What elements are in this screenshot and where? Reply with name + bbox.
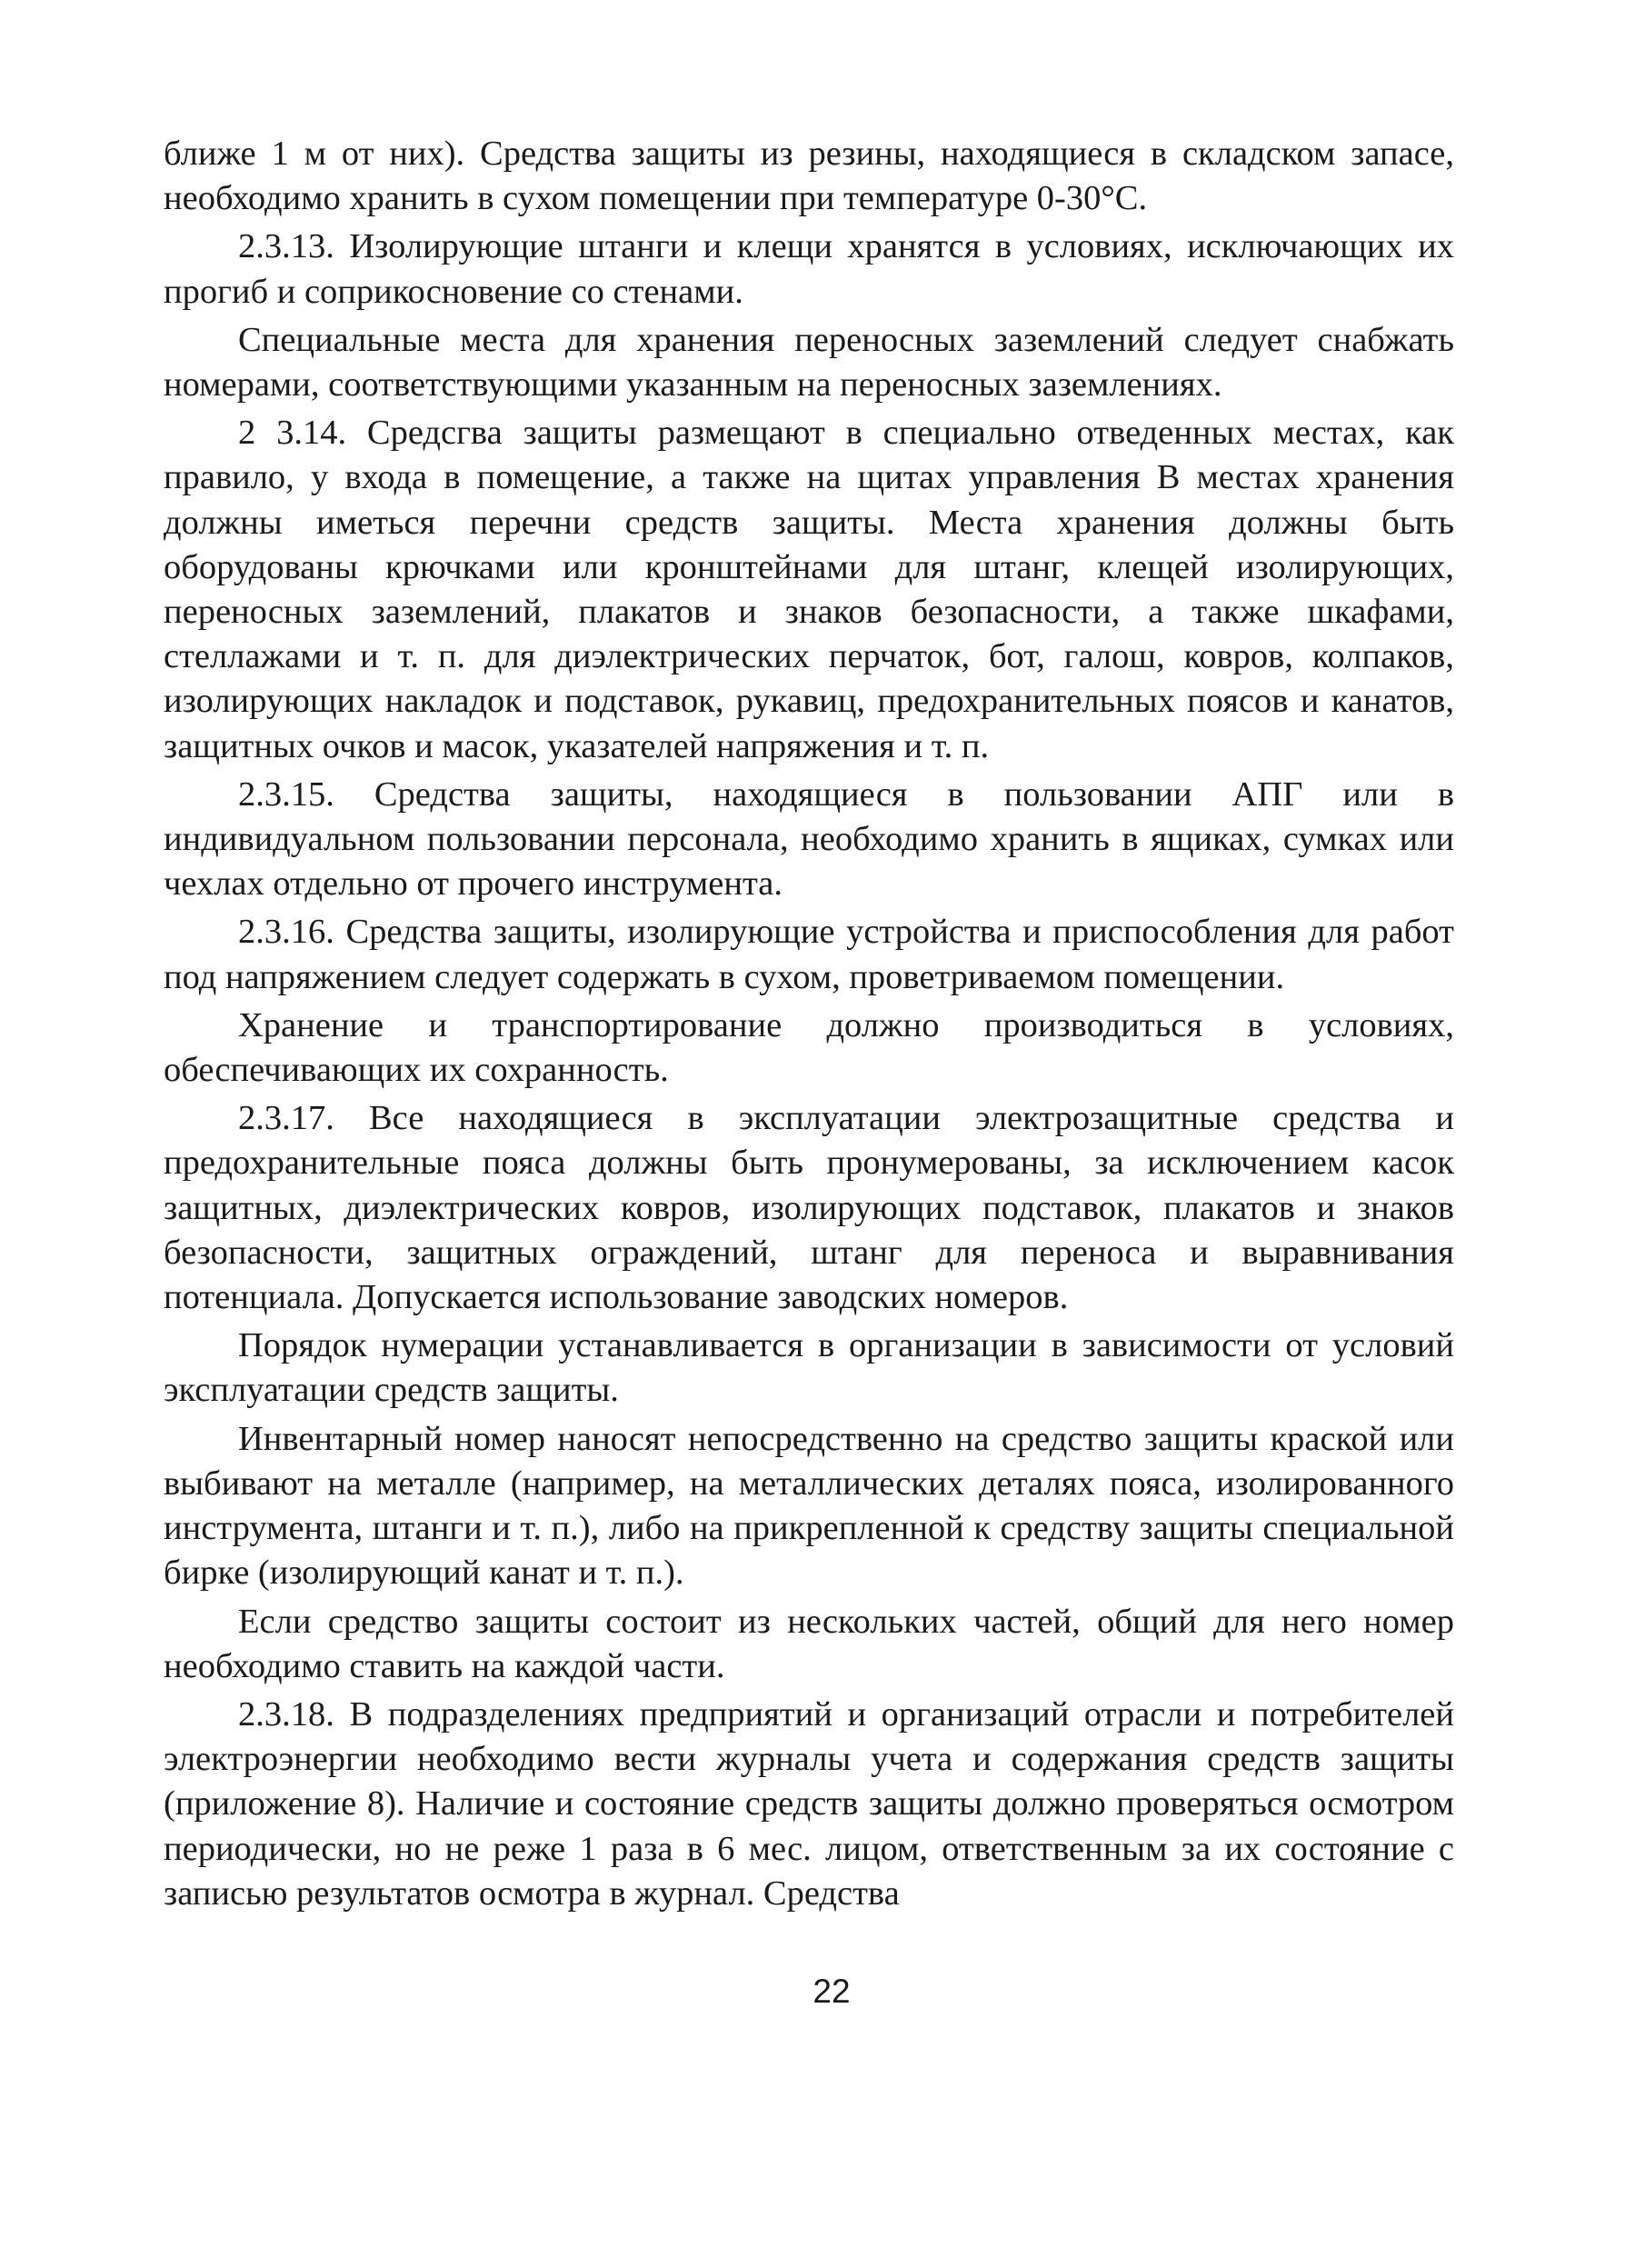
- paragraph-2-3-14: 2 3.14. Средсгва защиты размещают в специально отведенных местах, как правило, у входа в помещение, а также на щитах управления В местах хранения должны иметься перечни средств защиты. Места хранения должны быть оборудованы крючками или кронштейнами для штанг, клещей изолирующих, переносных заземлений, плакатов и знаков безопасности, а также шкафами, стеллажами и т. п. для диэлектрических перчаток, бот, галош, ковров, колпаков, изолирующих накладок и подставок, рукавиц, предохранительных поясов и канатов, защитных очков и масок, указателей напряжения и т. п.: [164, 414, 1454, 765]
- paragraph-multi-part: Если средство защиты состоит из нескольких частей, общий для него номер необходимо ставить на каждой части.: [164, 1602, 1454, 1685]
- paragraph-grounding-storage: Специальные места для хранения переносных заземлений следует снабжать номерами, соответствующими указанным на переносных заземлениях.: [164, 320, 1454, 405]
- paragraph-inventory-number: Инвентарный номер наносят непосредственно на средство защиты краской или выбивают на металле (например, на металлических деталях пояса, изолированного инструмента, штанги и т. п.), либо на прикрепленной к средству защиты специальной бирке (изолирующий канат и т. п.).: [164, 1419, 1454, 1593]
- paragraph-2-3-13: 2.3.13. Изолирующие штанги и клещи хранятся в условиях, исключающих их прогиб и соприкосновение со стенами.: [164, 227, 1454, 311]
- page-number: 22: [813, 1973, 851, 2010]
- paragraph-2-3-17: 2.3.17. Все находящиеся в эксплуатации электрозащитные средства и предохранительные пояса должны быть пронумерованы, за исключением касок защитных, диэлектрических ковров, изолирующих подставок, плакатов и знаков безопасности, защитных ограждений, штанг для переноса и выравнивания потенциала. Допускается использование заводских номеров.: [164, 1099, 1454, 1317]
- paragraph-numbering-order: Порядок нумерации устанавливается в организации в зависимости от условий эксплуатации средств защиты.: [164, 1326, 1454, 1410]
- paragraph-2-3-18: 2.3.18. В подразделениях предприятий и организаций отрасли и потребителей электроэнергии необходимо вести журналы учета и содержания средств защиты (приложение 8). Наличие и состояние средств защиты должно проверяться осмотром периодически, но не реже 1 раза в 6 мес. лицом, ответственным за их состояние с записью результатов осмотра в журнал. Средства: [164, 1694, 1454, 1913]
- paragraph-2-3-15: 2.3.15. Средства защиты, находящиеся в пользовании АПГ или в индивидуальном пользовании персонала, необходимо хранить в ящиках, сумках или чехлах отдельно от прочего инструмента.: [164, 774, 1454, 904]
- paragraph-2-3-16: 2.3.16. Средства защиты, изолирующие устройства и приспособления для работ под напряжением следует содержать в сухом, проветриваемом помещении.: [164, 913, 1454, 996]
- page-body: [164, 132, 1454, 1920]
- paragraph-transport: Хранение и транспортирование должно производиться в условиях, обеспечивающих их сохранность.: [164, 1005, 1454, 1090]
- paragraph-continuation: ближе 1 м от них). Средства защиты из резины, находящиеся в складском запасе, необходимо хранить в сухом помещении при температуре 0-30°С.: [164, 135, 1454, 218]
